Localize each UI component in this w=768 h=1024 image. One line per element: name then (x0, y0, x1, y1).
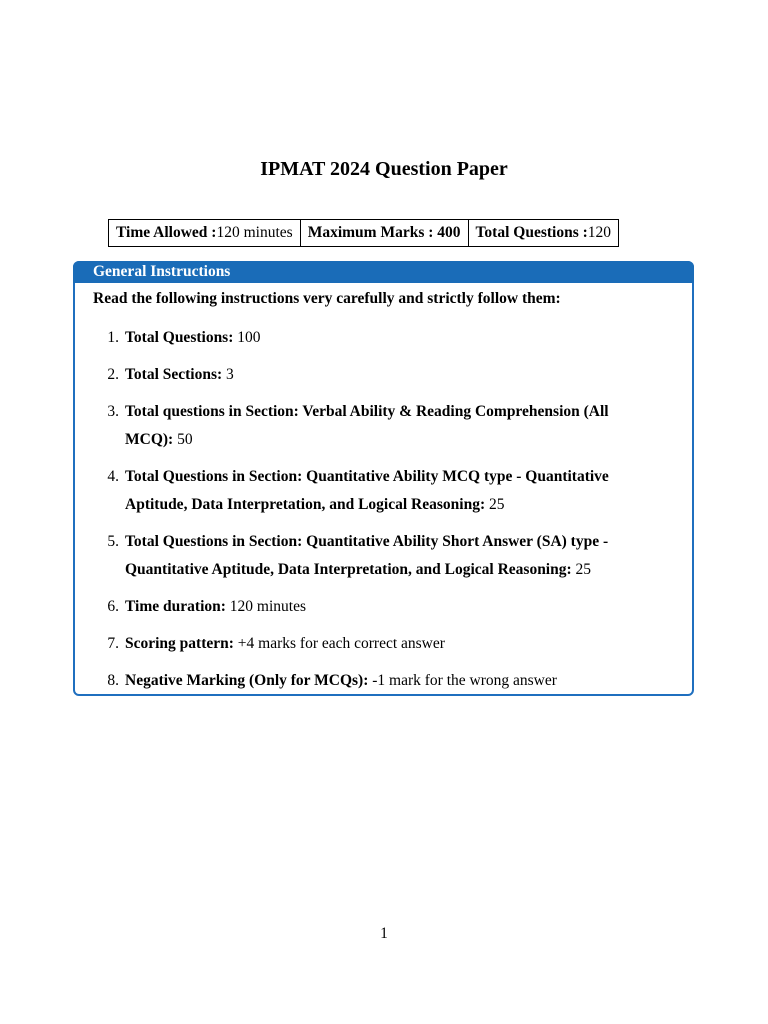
time-allowed-value: 120 minutes (216, 224, 293, 241)
list-item (93, 528, 658, 584)
total-questions-value: 120 (587, 224, 612, 241)
list-item (93, 361, 658, 389)
item-value: 50 (173, 431, 193, 448)
item-value: 100 (233, 329, 261, 346)
item-number: 1. (107, 329, 119, 346)
general-instructions-title: General Instructions (93, 263, 231, 280)
list-item (93, 463, 658, 519)
time-allowed-cell (109, 220, 301, 247)
instructions-list (93, 324, 658, 704)
item-label: Time duration: (125, 598, 226, 615)
item-number: 3. (107, 403, 119, 420)
list-item (93, 324, 658, 352)
item-number: 8. (107, 672, 119, 689)
instructions-intro: Read the following instructions very carefully and strictly follow them: (93, 290, 561, 307)
maximum-marks-cell (300, 220, 468, 247)
item-number: 5. (107, 533, 119, 550)
item-label: Total Questions in Section: Quantitative Ability Short Answer (SA) type - Quantitative Aptitude, Data Interpretation, and Logical Reasoning: (125, 533, 609, 578)
item-label: Total questions in Section: Verbal Ability & Reading Comprehension (All MCQ): (125, 403, 609, 448)
list-item (93, 667, 658, 695)
item-value: 3 (222, 366, 234, 383)
page-number: 1 (380, 925, 388, 942)
list-item (93, 630, 658, 658)
item-label: Total Sections: (125, 366, 223, 383)
item-label: Scoring pattern: (125, 635, 234, 652)
item-value: 25 (571, 561, 592, 578)
item-number: 2. (107, 366, 119, 383)
total-questions-cell (468, 220, 619, 247)
item-label: Total Questions: (125, 329, 234, 346)
exam-info-table (108, 219, 619, 247)
maximum-marks-label: Maximum Marks : 400 (307, 224, 461, 241)
item-label: Negative Marking (Only for MCQs): (125, 672, 369, 689)
list-item (93, 398, 658, 454)
total-questions-label: Total Questions : (475, 224, 588, 241)
general-instructions-header (73, 261, 694, 283)
time-allowed-label: Time Allowed : (116, 224, 217, 241)
item-value: 25 (485, 496, 505, 513)
item-number: 6. (107, 598, 119, 615)
item-value: -1 mark for the wrong answer (368, 672, 557, 689)
item-number: 4. (107, 468, 119, 485)
item-value: +4 marks for each correct answer (233, 635, 445, 652)
item-number: 7. (107, 635, 119, 652)
list-item (93, 593, 658, 621)
item-label: Total Questions in Section: Quantitative Ability MCQ type - Quantitative Aptitude, Data Interpretation, and Logical Reasoning: (125, 468, 609, 513)
page-title: IPMAT 2024 Question Paper (260, 158, 508, 180)
item-value: 120 minutes (225, 598, 306, 615)
